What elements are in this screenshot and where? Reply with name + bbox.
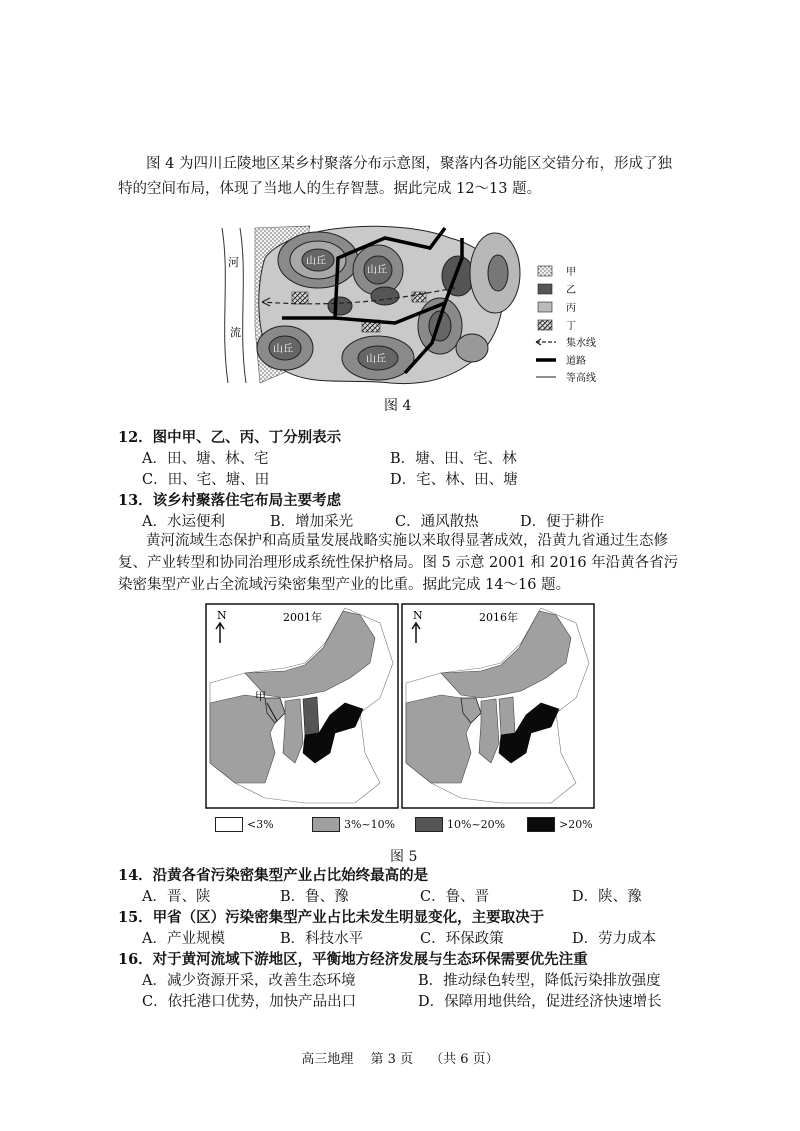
fig5-legend-lt3 [215, 815, 274, 833]
q14-option-d[interactable]: D．陕、豫 [572, 889, 642, 905]
q13-stem: 13．该乡村聚落住宅布局主要考虑 [118, 492, 342, 509]
swatch-10-20 [415, 817, 443, 832]
q16-stem: 16．对于黄河流域下游地区，平衡地方经济发展与生态环保需要优先注重 [118, 951, 588, 968]
village-map-svg [200, 218, 600, 393]
q15-option-b[interactable]: B．科技水平 [280, 931, 364, 947]
legend-road: 道路 [566, 356, 586, 367]
legend-contour: 等高线 [566, 373, 596, 384]
hill-label-4: 山丘 [366, 354, 386, 365]
q12-option-a[interactable]: A．田、塘、林、宅 [142, 451, 269, 467]
year-2001: 2001年 [283, 611, 322, 624]
legend-catch-line: 集水线 [566, 338, 596, 349]
q13-option-a[interactable]: A．水运便利 [142, 514, 225, 530]
q14-option-a[interactable]: A．晋、陕 [142, 889, 211, 905]
figure-4-village-map [200, 218, 600, 393]
q14-option-c[interactable]: C．鲁、晋 [420, 889, 490, 905]
hill-label-1: 山丘 [306, 256, 326, 267]
legend-ding: 丁 [566, 321, 576, 332]
q15-option-d[interactable]: D．劳力成本 [572, 931, 657, 947]
q12-option-b[interactable]: B．塘、田、宅、林 [390, 451, 517, 467]
river-label-2: 流 [230, 326, 241, 339]
figure-5-yellow-river-maps [205, 603, 595, 835]
river-label-1: 河 [228, 256, 239, 269]
legend-jia: 甲 [566, 267, 576, 278]
q13-option-b[interactable]: B．增加采光 [270, 514, 354, 530]
q15-stem: 15．甲省（区）污染密集型产业占比未发生明显变化，主要取决于 [118, 909, 545, 926]
legend-yi: 乙 [566, 285, 576, 296]
q15-option-a[interactable]: A．产业规模 [142, 931, 225, 947]
year-2016: 2016年 [479, 611, 518, 624]
fig4-legend [536, 266, 596, 384]
q16-option-d[interactable]: D．保障用地供给，促进经济快速增长 [418, 994, 662, 1010]
q16-option-a[interactable]: A．减少资源开采，改善生态环境 [142, 973, 356, 989]
yellow-river-maps-svg [205, 603, 595, 813]
legend-lt3-label: <3% [247, 817, 274, 831]
fig5-legend-gt20 [527, 815, 593, 833]
hill-label-3: 山丘 [273, 344, 293, 355]
figure-5-caption: 图 5 [390, 849, 418, 865]
page-footer: 高三地理 第 3 页 （共 6 页） [301, 1052, 499, 1067]
hill-label-2: 山丘 [367, 265, 387, 276]
fig5-legend-3-10 [312, 815, 395, 833]
q12-option-c[interactable]: C．田、宅、塘、田 [142, 472, 270, 488]
legend-10-20-label: 10%~20% [447, 817, 506, 831]
north-label-2001: N [217, 609, 227, 622]
q12-stem: 12．图中甲、乙、丙、丁分别表示 [118, 429, 342, 446]
legend-3-10-label: 3%~10% [344, 817, 396, 831]
q14-option-b[interactable]: B．鲁、豫 [280, 889, 349, 905]
intro-12-13: 图 4 为四川丘陵地区某乡村聚落分布示意图，聚落内各功能区交错分布，形成了独特的空间布局，体现了当地人的生存智慧。据此完成 12～13 题。 [118, 156, 672, 197]
intro-14-16: 黄河流域生态保护和高质量发展战略实施以来取得显著成效，沿黄九省通过生态修复、产业转型和协同治理形成系统性保护格局。图 5 示意 2001 和 2016 年沿黄各省污染密集型产业占全流域污染密集型产业的比重。据此完成 14～16 题。 [118, 533, 679, 593]
figure-4-caption: 图 4 [384, 398, 412, 414]
legend-bing: 丙 [566, 303, 576, 314]
swatch-lt3 [215, 817, 243, 832]
legend-gt20-label: >20% [559, 817, 593, 831]
north-label-2016: N [413, 609, 423, 622]
q15-option-c[interactable]: C．环保政策 [420, 931, 504, 947]
q16-option-b[interactable]: B．推动绿色转型，降低污染排放强度 [418, 973, 661, 989]
q13-option-c[interactable]: C．通风散热 [395, 514, 479, 530]
q16-option-c[interactable]: C．依托港口优势，加快产品出口 [142, 994, 357, 1010]
fig5-legend-10-20 [415, 815, 505, 833]
q13-option-d[interactable]: D．便于耕作 [520, 514, 605, 530]
q14-stem: 14．沿黄各省污染密集型产业占比始终最高的是 [118, 867, 429, 884]
q12-option-d[interactable]: D．宅、林、田、塘 [390, 472, 518, 488]
swatch-gt20 [527, 817, 555, 832]
swatch-3-10 [312, 817, 340, 832]
jia-label: 甲 [255, 690, 266, 703]
